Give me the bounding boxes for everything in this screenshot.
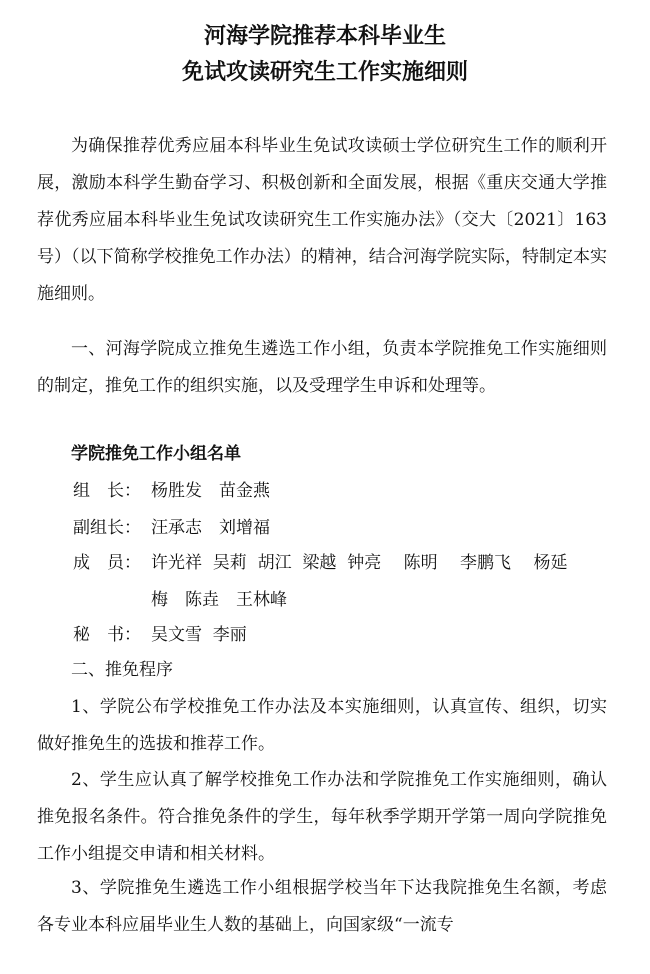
section2-item2: 2、学生应认真了解学校推免工作办法和学院推免工作实施细则，确认推免报名条件。符合推免条件的学生，每年秋季学期开学第一周向学院推免工作小组提交申请和相关材料。: [37, 770, 607, 864]
section2-item3: 3、学院推免生遴选工作小组根据学校当年下达我院推免生名额，考虑各专业本科应届毕业生人数的基础上，向国家级“一流专: [37, 878, 607, 935]
group-deputy-names: 汪承志 刘增福: [151, 518, 270, 538]
document-title-line1: 河海学院推荐本科毕业生: [203, 24, 446, 49]
document-title-line2: 免试攻读研究生工作实施细则: [181, 60, 468, 85]
section1-paragraph: 一、河海学院成立推免生遴选工作小组，负责本学院推免工作实施细则的制定，推免工作的组织实施，以及受理学生申诉和处理等。: [37, 339, 607, 396]
section2-heading: 二、推免程序: [71, 660, 173, 680]
group-leader-row: [73, 473, 613, 510]
group-secretary-label: 秘 书：: [73, 625, 141, 645]
group-secretary-names: 吴文雪 李丽: [151, 625, 247, 645]
group-secretary-row: [73, 617, 613, 654]
group-leader-names: 杨胜发 苗金燕: [151, 481, 270, 501]
section2-item1: 1、学院公布学校推免工作办法及本实施细则，认真宣传、组织，切实做好推免生的选拔和推荐工作。: [37, 697, 607, 754]
group-members-names: 许光祥 吴莉 胡江 梁越 钟亮 陈明 李鹏飞 杨延: [151, 553, 568, 573]
intro-paragraph: 为确保推荐优秀应届本科毕业生免试攻读硕士学位研究生工作的顺利开展，激励本科学生勤奋学习、积极创新和全面发展，根据《重庆交通大学推荐优秀应届本科毕业生免试攻读研究生工作实施办法》（交大〔2021〕163 号）（以下简称学校推免工作办法）的精神，结合河海学院实际，特制定本实施细则。: [37, 136, 607, 304]
group-members-label: 成 员：: [73, 553, 141, 573]
group-leader-label: 组 长：: [73, 481, 141, 501]
group-members-row: [73, 545, 613, 582]
group-deputy-row: [73, 510, 613, 547]
group-list-heading: 学院推免工作小组名单: [71, 444, 241, 464]
group-members-continuation: 梅 陈垚 王林峰: [151, 590, 287, 610]
group-deputy-label: 副组长：: [73, 518, 141, 538]
